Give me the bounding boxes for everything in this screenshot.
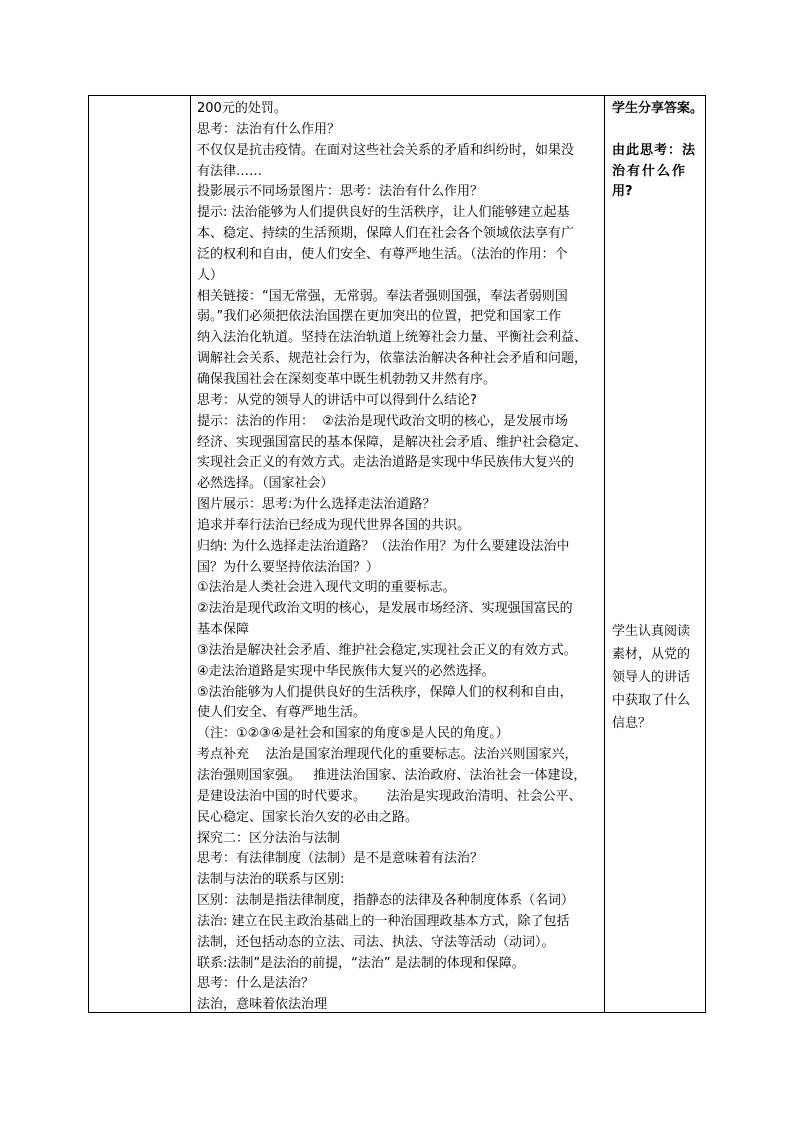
content-line: 弱。”我们必须把依法治国摆在更加突出的位置，把党和国家工作 (197, 309, 562, 325)
content-line: 图片展示：思考:为什么选择走法治道路？ (197, 497, 436, 513)
content-line: 思考：法治有什么作用？ (197, 121, 341, 137)
content-line: 经济、实现强国富民的基本保障，是解决社会矛盾、维护社会稳定、 (197, 434, 588, 450)
content-line: ①法治是人类社会进入现代文明的重要标志。 (197, 580, 456, 596)
content-line: 基本保障 (197, 622, 250, 638)
content-line: 确保我国社会在深刻变革中既生机勃勃又井然有序。 (197, 371, 497, 387)
content-line: 本、稳定、持续的生活预期，保障人们在社会各个领域依法享有广 (197, 226, 575, 242)
content-line: 法治强则国家强。 推进法治国家、法治政府、法治社会一体建设， (197, 768, 587, 783)
content-line: 使人们安全、有尊严地生活。 (197, 705, 367, 721)
content-line: 有法律…… (197, 163, 263, 179)
content-line: 法制与法治的联系与区别: (197, 872, 345, 888)
content-line: 必然选择。（国家社会） (197, 476, 334, 492)
content-line: ④走法治道路是实现中华民族伟大复兴的必然选择。 (197, 663, 495, 679)
content-line: 纳入法治化轨道。坚持在法治轨道上统筹社会力量、平衡社会利益、 (197, 330, 588, 346)
content-line: （注：①②③④是社会和国家的角度⑤是人民的角度。） (197, 726, 509, 742)
content-line: 相关链接：“国无常强，无常弱。奉法者强则国强，奉法者弱则国 (197, 288, 568, 304)
content-line: 提示: 法治能够为人们提供良好的生活秩序，让人们能够建立起基 (197, 205, 570, 221)
content-line: 考点补充 法治是国家治理现代化的重要标志。法治兴则国家兴， (197, 747, 578, 763)
reading-note-line: 领导人的讲话 (612, 670, 691, 685)
table-column-student-activity (605, 96, 705, 1012)
table-column-teaching-content (191, 96, 605, 1012)
content-line: 民心稳定、国家长治久安的必由之路。 (197, 809, 419, 825)
content-line: 区别：法制是指法律制度，指静态的法律及各种制度体系（名词） (197, 893, 575, 909)
content-line: ③法治是解决社会矛盾、维护社会稳定,实现社会正义的有效方式。 (197, 642, 577, 658)
content-line: 提示：法治的作用： ②法治是现代政治文明的核心，是发展市场 (197, 413, 568, 429)
content-line: 思考：从党的领导人的讲话中可以得到什么结论? (197, 392, 477, 408)
content-line: 人） (197, 267, 224, 283)
table-column-left (89, 96, 191, 1012)
student-activity-text (612, 99, 704, 203)
content-line: 是建设法治中国的时代要求。 法治是实现政治清明、社会公平、 (197, 788, 582, 804)
content-line: 追求并奉行法治已经成为现代世界各国的共识。 (197, 517, 471, 533)
content-line: ②法治是现代政治文明的核心，是发展市场经济、实现强国富民的 (197, 601, 573, 617)
content-line: 泛的权利和自由，使人们安全、有尊严地生活。（法治的作用：个 (197, 246, 568, 262)
think-prompt-line-2: 治有什么作 (612, 163, 688, 179)
content-line: 调解社会关系、规范社会行为，依靠法治解决各种社会矛盾和问题， (197, 351, 588, 367)
student-reading-note (612, 620, 702, 735)
content-line: 200元的处罚。 (197, 101, 287, 116)
content-line: 实现社会正义的有效方式。走法治道路是实现中华民族伟大复兴的 (197, 455, 575, 471)
content-line: 投影展示不同场景图片：思考：法治有什么作用？ (197, 184, 484, 200)
content-line: 探究二：区分法治与法制 (197, 830, 341, 846)
content-line: 法治: 建立在民主政治基础上的一种治国理政基本方式，除了包括 (197, 913, 570, 929)
content-line: 国？为什么要坚持依法治国？） (197, 559, 380, 575)
content-line: 不仅仅是抗击疫情。在面对这些社会关系的矛盾和纠纷时，如果没 (197, 142, 575, 158)
content-line: 思考：什么是法治？ (197, 976, 315, 992)
content-line: 思考：有法律制度（法制）是不是意味着有法治？ (197, 851, 484, 867)
reading-note-line: 素材，从党的 (612, 647, 691, 662)
lesson-plan-table (88, 95, 706, 1013)
content-line: ⑤法治能够为人们提供良好的生活秩序，保障人们的权利和自由， (197, 684, 573, 700)
think-prompt-line-1: 由此思考：法 (612, 142, 697, 158)
content-line: 法制，还包括动态的立法、司法、执法、守法等活动（动词）。 (197, 934, 555, 950)
reading-note-line: 信息？ (612, 716, 652, 731)
think-prompt-line-3: 用? (612, 184, 633, 200)
content-line: 联系:法制”是法治的前提，“法治” 是法制的体现和保障。 (197, 955, 525, 971)
content-line: 法治，意味着依法治理 (197, 997, 328, 1013)
reading-note-line: 中获取了什么 (612, 693, 691, 708)
reading-note-line: 学生认真阅读 (612, 624, 691, 639)
share-answer-text: 学生分享答案。 (612, 101, 704, 116)
content-line: 归纳: 为什么选择走法治道路？（法治作用？为什么要建设法治中 (197, 538, 570, 554)
teaching-content-text (197, 99, 599, 1016)
